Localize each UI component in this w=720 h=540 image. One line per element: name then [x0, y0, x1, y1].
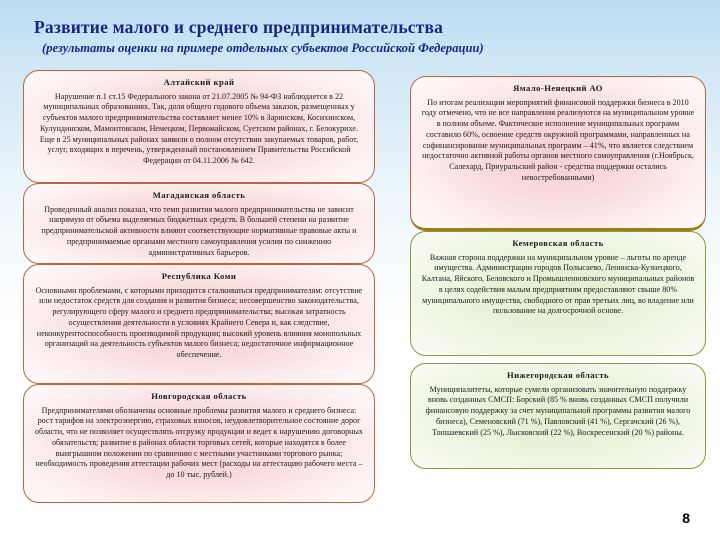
card-yamalo-nenetsky-ao[interactable]	[410, 76, 706, 231]
card-magadanskaya-oblast[interactable]	[23, 183, 375, 264]
card-title-novgorodskaya-oblast: Новгородская область	[151, 391, 247, 401]
card-novgorodskaya-oblast[interactable]	[23, 384, 375, 503]
card-altaysky-krai[interactable]	[23, 70, 375, 183]
card-kemerovskaya-oblast[interactable]	[410, 231, 706, 356]
card-title-altaysky-krai: Алтайский край	[163, 77, 235, 87]
card-title-magadanskaya-oblast: Магаданская область	[152, 190, 246, 200]
page-title: Развитие малого и среднего предпринимательства	[34, 17, 444, 37]
card-title-yamalo-nenetsky-ao: Ямало-Ненецкий АО	[513, 83, 603, 93]
card-body-nizhegorodskaya-oblast: Муниципалитеты, которые сумели организовать значительную поддержку вновь созданных СМСП: Борский (85 % вновь созданных СМСП получили финансовую поддержку за счет муниципальной программы развития малого бизнеса), Семеновский (71 %), Павловский (41 %), Сергачский (26 %), Тоншаевский (25 %), Лысковский (22 %), Воскресенский (20 %) районы.	[425, 384, 691, 437]
card-body-novgorodskaya-oblast: Предпринимателями обозначены основные проблемы развития малого и среднего бизнеса: рост тарифов на электроэнергию, страховых взносов, неудовлетворительное состояние дорог области, что не позволяет осуществлять отгрузку продукции и ведет к нарушению договорных обязательств; развитие в районах области торговых сетей, которые находятся в более выигрышном положении по сравнению с местными участниками торгового рынка; необходимость проведения аттестации рабочих мест (расходы на аттестацию рабочего места – до 10 тыс. рублей.)	[35, 405, 363, 480]
card-title-respublika-komi: Республика Коми	[161, 271, 237, 281]
card-title-nizhegorodskaya-oblast: Нижегородская область	[507, 370, 609, 380]
card-body-yamalo-nenetsky-ao: По итогам реализации мероприятий финансовой поддержки бизнеса в 2010 году отмечено, что не все направления реализуются на муниципальном уровне в полном объеме. Фактическое исполнение муниципальных программ составило 60%, освоение средств окружной программами, направленных на софинансирование муниципальных программ – 41%, что является следствием недостаточно активной работы органов местного самоуправления (г.Ноябрьск, Салехард, Приуральский район - средства поддержки остались невостребованными)	[421, 97, 695, 182]
card-body-respublika-komi: Основными проблемами, с которыми приходится сталкиваться предпринимателям: отсутствие или недостаток средств для создания и развития бизнеса; несовершенство законодательства, регулирующего сферу малого и среднего предпринимательства; высокая затратность осуществления деятельности в условиях Крайнего Севера и, как следствие, неконкурентоспособность производимой продукции; высокий уровень влияния монопольных организаций на деятельность субъектов малого бизнеса; недостаточное информационное обеспечение.	[35, 285, 363, 360]
title-block	[34, 18, 694, 56]
page-subtitle: (результаты оценки на примере отдельных субъектов Российской Федерации)	[42, 41, 484, 56]
page-number: 8	[682, 510, 690, 526]
card-nizhegorodskaya-oblast[interactable]	[410, 363, 706, 469]
card-body-kemerovskaya-oblast: Важная сторона поддержки на муниципальном уровне – льготы по аренде имущества. Администрации городов Полысаево, Ленинска-Кузнецкого, Калтана, Яйского, Беловского и Промышленновского муниципальных районов в целях содействия малым предприятиям предоставляют свыше 80% муниципального имущества, свободного от прав третьих лиц, во владение или пользование на долгосрочной основе.	[421, 252, 695, 316]
card-body-altaysky-krai: Нарушение п.1 ст.15 Федерального закона от 21.07.2005 № 94-ФЗ наблюдается в 22 муниципальных образованиях. Так, доля общего годового объема заказов, размещенных у субъектов малого предпринимательства составляет менее 10% в Заринском, Косихинском, Кулундинском, Мамонтовском, Немецком, Первомайском, Суетском районах, г. Белокурихе. Еще в 25 муниципальных районах заявили о полном отсутствии закупаемых товаров, работ, услуг, входящих в перечень, утвержденный постановлением Правительства Российской Федерации от 04.11.2006 № 642.	[39, 91, 359, 166]
card-body-magadanskaya-oblast: Проведенный анализ показал, что темп развития малого предпринимательства не зависит напрямую от объема выделяемых бюджетных средств. В большей степени на развитие предпринимательской активности влияют соответствующие нормативные правовые акты и предпринимаемые органами местного самоуправления усилия по снижению административных барьеров.	[41, 204, 357, 257]
card-title-kemerovskaya-oblast: Кемеровская область	[512, 238, 604, 248]
card-respublika-komi[interactable]	[23, 264, 375, 384]
